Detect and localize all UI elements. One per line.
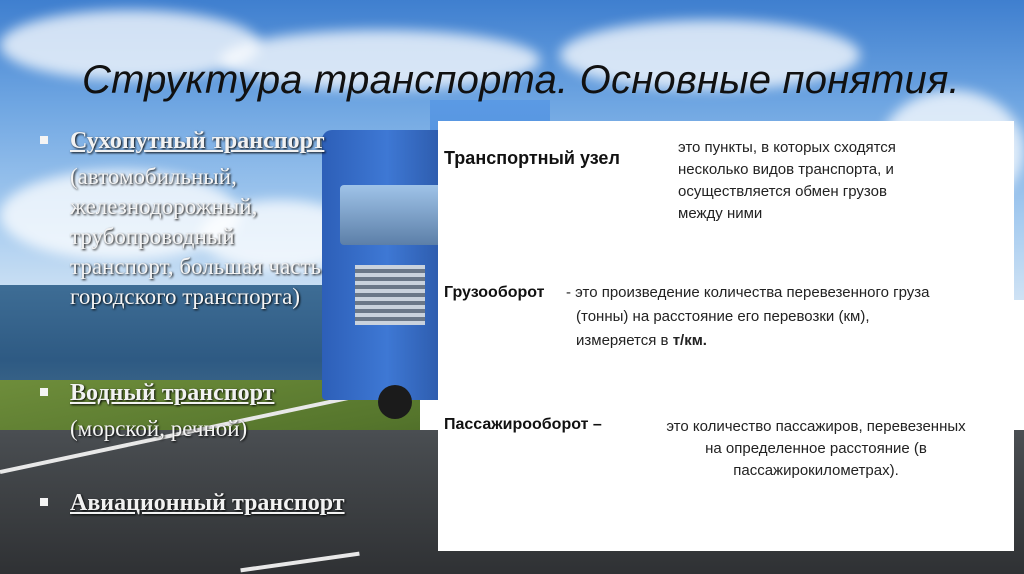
bullet-heading: Водный транспорт: [70, 380, 275, 406]
definition-freight-line1: - это произведение количества перевезенного груза: [566, 284, 930, 301]
term-freight-turnover: Грузооборот: [444, 284, 545, 301]
definition-freight-line2: (тонны) на расстояние его перевозки (км),: [576, 308, 870, 325]
definition-freight-line3: [576, 330, 707, 352]
bullet-marker-icon: [40, 136, 48, 144]
bullet-description: (автомобильный, железнодорожный, трубопроводный транспорт, большая часть городского транспорта): [70, 164, 322, 309]
definition-transport-hub: это пункты, в которых сходятся несколько видов транспорта, и осуществляется обмен грузов между ними: [678, 139, 896, 222]
term-passenger-turnover: Пассажирооборот –: [444, 416, 602, 433]
bullet-marker-icon: [40, 388, 48, 396]
definition-passenger-turnover: это количество пассажиров, перевезенных на определенное расстояние (в пассажирокилометрах).: [666, 418, 966, 479]
bullet-heading: Авиационный транспорт: [70, 490, 345, 516]
definitions-panel: [438, 121, 1014, 551]
slide-title: Структура транспорта. Основные понятия.: [82, 58, 960, 102]
freight-unit: т/км.: [672, 332, 707, 349]
definition-freight-text: измеряется в: [576, 332, 673, 349]
bullet-marker-icon: [40, 498, 48, 506]
term-transport-hub: Транспортный узел: [444, 148, 620, 168]
bullet-heading: Сухопутный транспорт: [70, 128, 325, 154]
bullet-description: (морской, речной): [70, 416, 248, 441]
